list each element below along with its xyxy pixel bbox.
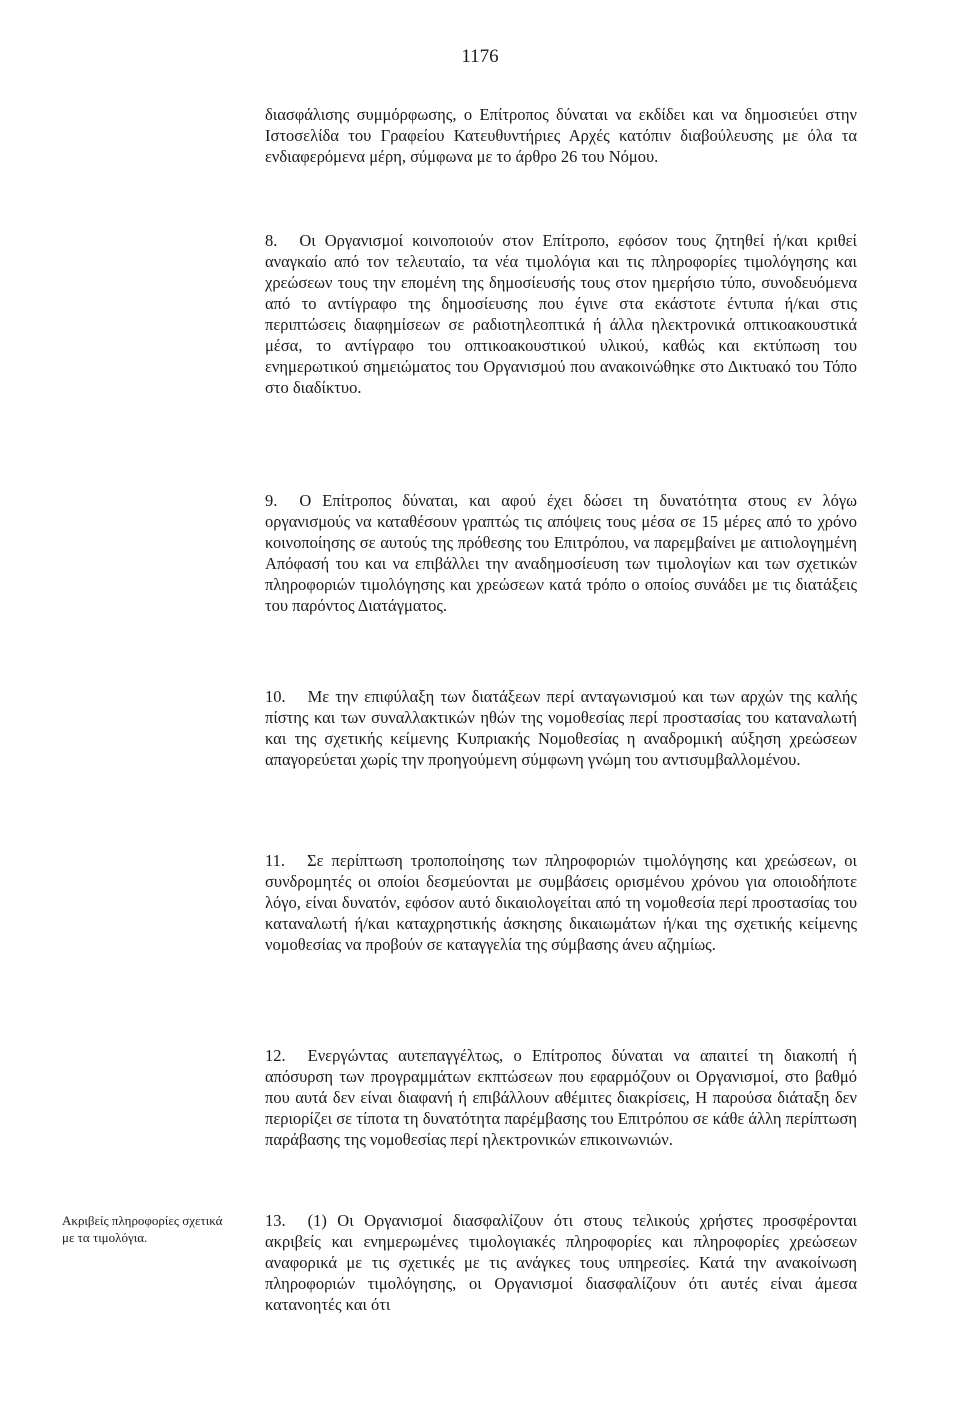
paragraph-13-number: 13. — [265, 1211, 286, 1230]
paragraph-10 — [265, 686, 857, 770]
paragraph-12-number: 12. — [265, 1046, 286, 1065]
paragraph-intro — [265, 104, 857, 167]
margin-note: Ακριβείς πληροφορίες σχετικά με τα τιμολόγια. — [62, 1213, 223, 1245]
paragraph-8-number: 8. — [265, 231, 278, 250]
paragraph-12 — [265, 1045, 857, 1150]
paragraph-9 — [265, 490, 857, 616]
paragraph-11 — [265, 850, 857, 955]
paragraph-12-text: Ενεργώντας αυτεπαγγέλτως, ο Επίτροπος δύναται να απαιτεί τη διακοπή ή απόσυρση των προγραμμάτων εκπτώσεων που εφαρμόζουν οι Οργανισμοί, στο βαθμό που αυτά δεν είναι διαφανή ή επιβάλλουν αθέμιτες διακρίσεις, Η παρούσα διάταξη δεν περιορίζει σε τίποτα τη δυνατότητα παρέμβασης του Επιτρόπου σε κάθε άλλη περίπτωση παράβασης της νομοθεσίας περί ηλεκτρονικών επικοινωνιών. — [265, 1046, 857, 1149]
paragraph-8-text: Οι Οργανισμοί κοινοποιούν στον Επίτροπο, εφόσον τους ζητηθεί ή/και κριθεί αναγκαίο από τον τελευταίο, τα νέα τιμολόγια και τις πληροφορίες τιμολόγησης και χρεώσεων τους την επομένη της δημοσίευσής τους στον ημερήσιο τύπο, συνοδευόμενα από το αντίγραφο της δημοσίευσης που έγινε στα εκάστοτε έντυπα ή/και στις περιπτώσεις διαφημίσεων σε ραδιοτηλεοπτικά ή άλλα ηλεκτρονικά οπτικοακουστικά μέσα, το αντίγραφο του οπτικοακουστικού υλικού, καθώς και εκτύπωση του ενημερωτικού σημειώματος του Οργανισμού που ανακοινώθηκε στο Δικτυακό του Τόπο στο διαδίκτυο. — [265, 231, 857, 397]
paragraph-intro-text: διασφάλισης συμμόρφωσης, ο Επίτροπος δύναται να εκδίδει και να δημοσιεύει στην Ιστοσελίδα του Γραφείου Κατευθυντήριες Αρχές κατόπιν διαβούλευσης με όλα τα ενδιαφερόμενα μέρη, σύμφωνα με το άρθρο 26 του Νόμου. — [265, 105, 857, 166]
paragraph-9-number: 9. — [265, 491, 278, 510]
paragraph-8 — [265, 230, 857, 398]
page-number: 1176 — [461, 46, 499, 67]
paragraph-9-text: Ο Επίτροπος δύναται, και αφού έχει δώσει τη δυνατότητα στους εν λόγω οργανισμούς να καταθέσουν γραπτώς τις απόψεις τους μέσα σε 15 μέρες από το χρόνο κοινοποίησης σε αυτούς της πρόθεσης του Επιτρόπου, να παρεμβαίνει με αιτιολογημένη Απόφασή του και να επιβάλλει την αναδημοσίευση των τιμολογίων και των σχετικών πληροφοριών τιμολόγησης και χρεώσεων κατά τρόπο ο οποίος συνάδει με τις διατάξεις του παρόντος Διατάγματος. — [265, 491, 857, 615]
paragraph-10-text: Με την επιφύλαξη των διατάξεων περί ανταγωνισμού και των αρχών της καλής πίστης και των συναλλακτικών ηθών της νομοθεσίας περί προστασίας του καταναλωτή και της σχετικής κείμενης Κυπριακής Νομοθεσίας η αναδρομική αύξηση χρεώσεων απαγορεύεται χωρίς την προηγούμενη σύμφωνη γνώμη του αντισυμβαλλομένου. — [265, 687, 857, 769]
paragraph-11-number: 11. — [265, 851, 286, 870]
paragraph-10-number: 10. — [265, 687, 286, 706]
paragraph-13-text: (1) Οι Οργανισμοί διασφαλίζουν ότι στους τελικούς χρήστες προσφέρονται ακριβείς και ενημερωμένες τιμολογιακές πληροφορίες και πληροφορίες χρεώσεων αναφορικά με τις σχετικές με τις ανάγκες τους υπηρεσίες. Κατά την ανακοίνωση πληροφοριών τιμολόγησης, οι Οργανισμοί διασφαλίζουν ότι αυτές είναι άμεσα κατανοητές και ότι — [265, 1211, 857, 1314]
paragraph-11-text: Σε περίπτωση τροποποίησης των πληροφοριών τιμολόγησης και χρεώσεων, οι συνδρομητές οι οποίοι δεσμεύονται με συμβάσεις ορισμένου χρόνου για οποιοδήποτε λόγο, είναι δυνατόν, εφόσον αυτό δικαιολογείται από τη νομοθεσία περί προστασίας του καταναλωτή ή/και καταχρηστικής άσκησης δικαιωμάτων ή/και της σχετικής κείμενης νομοθεσίας να προβούν σε καταγγελία της σύμβασης άνευ αζημίως. — [265, 851, 857, 954]
paragraph-13 — [265, 1210, 857, 1315]
